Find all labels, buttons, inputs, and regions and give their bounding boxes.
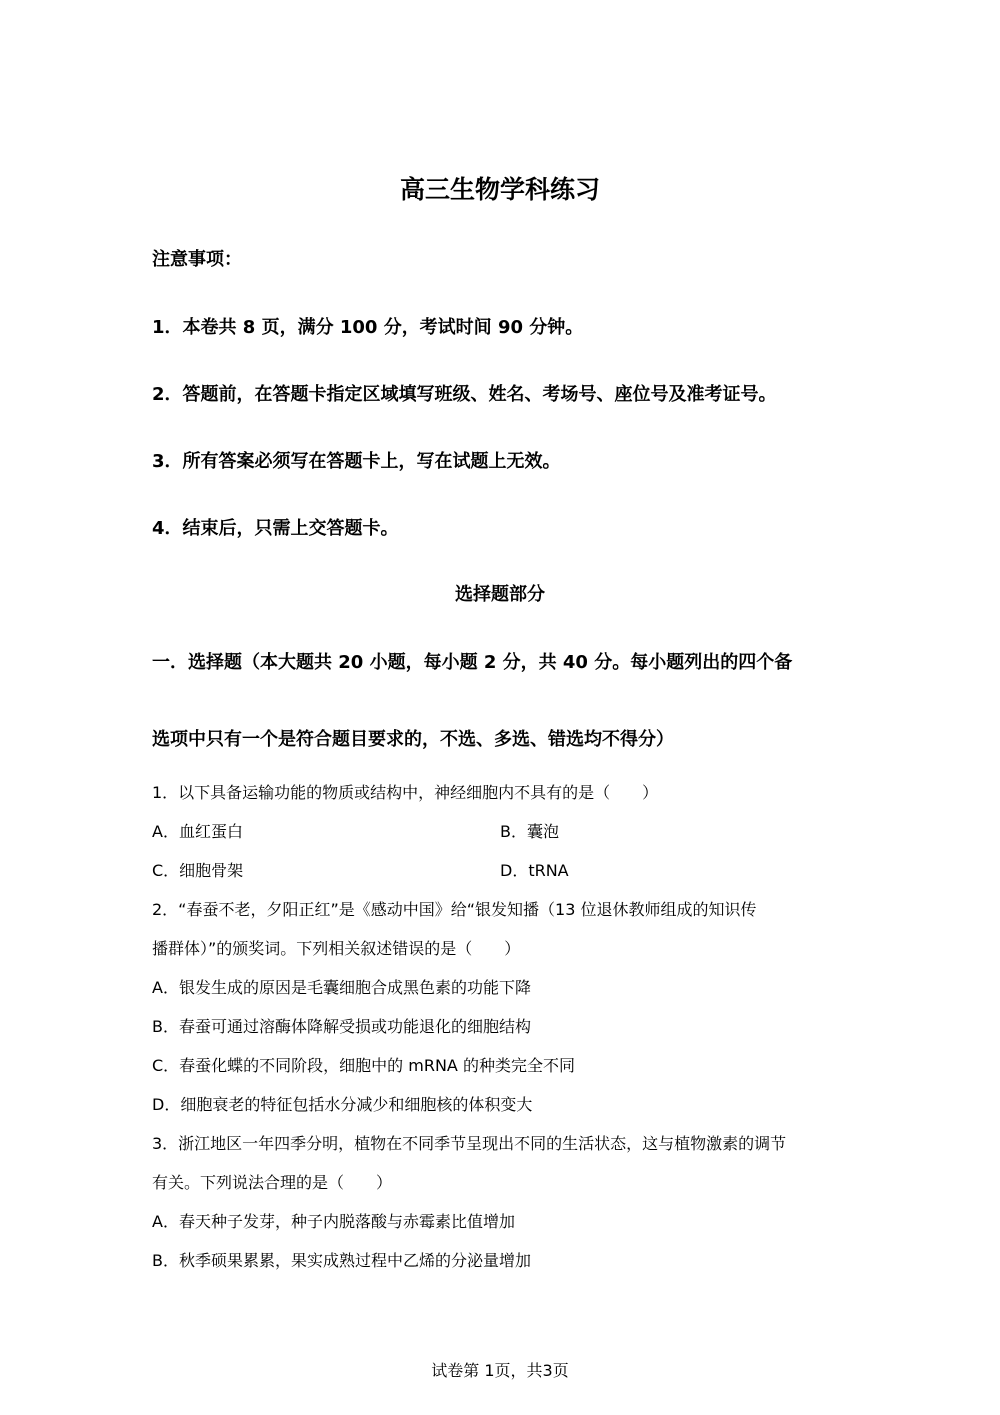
question-2-stem-line2: 播群体）”的颁奖词。下列相关叙述错误的是（ ） [152, 939, 521, 958]
page-footer: 试卷第 1页，共3页 [431, 1361, 569, 1380]
question-3-option-b: B．秋季硕果累累，果实成熟过程中乙烯的分泌量增加 [152, 1251, 531, 1270]
question-1-option-d: D．tRNA [500, 861, 569, 880]
page-title: 高三生物学科练习 [399, 175, 600, 204]
notice-item-2: 2．答题前，在答题卡指定区域填写班级、姓名、考场号、座位号及准考证号。 [152, 384, 777, 405]
question-3-stem-line1: 3．浙江地区一年四季分明，植物在不同季节呈现出不同的生活状态，这与植物激素的调节 [152, 1134, 787, 1153]
question-1-option-c: C．细胞骨架 [152, 861, 244, 880]
question-2-option-a: A．银发生成的原因是毛囊细胞合成黑色素的功能下降 [152, 978, 531, 997]
notice-heading: 注意事项： [152, 249, 242, 270]
question-3-stem-line2: 有关。下列说法合理的是（ ） [152, 1173, 393, 1192]
section-instruction-line2: 选项中只有一个是符合题目要求的，不选、多选、错选均不得分） [152, 729, 674, 750]
question-2-option-d: D．细胞衰老的特征包括水分减少和细胞核的体积变大 [152, 1095, 533, 1114]
question-3-option-a: A．春天种子发芽，种子内脱落酸与赤霉素比值增加 [152, 1212, 515, 1231]
question-1-stem: 1．以下具备运输功能的物质或结构中，神经细胞内不具有的是（ ） [152, 783, 659, 802]
notice-item-1: 1．本卷共 8 页，满分 100 分，考试时间 90 分钟。 [152, 317, 584, 338]
section-instruction-line1: 一．选择题（本大题共 20 小题，每小题 2 分，共 40 分。每小题列出的四个备 [152, 652, 793, 673]
notice-item-4: 4．结束后，只需上交答题卡。 [152, 518, 399, 539]
section-heading: 选择题部分 [455, 584, 545, 605]
question-2-option-b: B．春蚕可通过溶酶体降解受损或功能退化的细胞结构 [152, 1017, 531, 1036]
question-2-stem-line1: 2．“春蚕不老，夕阳正红”是《感动中国》给“银发知播（13 位退休教师组成的知识传 [152, 900, 757, 919]
question-2-option-c: C．春蚕化蝶的不同阶段，细胞中的 mRNA 的种类完全不同 [152, 1056, 575, 1075]
notice-item-3: 3．所有答案必须写在答题卡上，写在试题上无效。 [152, 451, 561, 472]
question-1-option-b: B．囊泡 [500, 822, 559, 841]
question-1-option-a: A．血红蛋白 [152, 822, 243, 841]
